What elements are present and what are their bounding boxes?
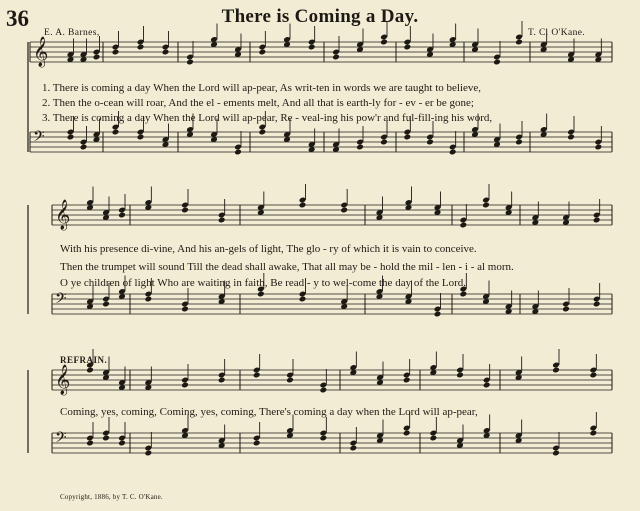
note-head (380, 139, 388, 146)
note-head (93, 54, 101, 61)
lyric-line-1-verse-3: 3. There is coming a day When the Lord will ap-pear, Re - veal-ing his pow'r and ful-fill-ing his word, (42, 112, 493, 124)
copyright-notice: Copyright, 1886, by T. C. O'Kane. (60, 493, 163, 501)
note-head (567, 134, 575, 141)
note-head (340, 207, 348, 214)
treble-clef-icon: 𝄞 (33, 37, 49, 67)
treble-clef-icon: 𝄞 (55, 365, 71, 395)
note-head (162, 49, 170, 56)
song-title: There is Coming a Day. (221, 6, 419, 27)
page-number: 36 (6, 6, 29, 31)
lyric-line-2-verse-2: Then the trumpet will sound Till the dead shall awake, That all may be - hold the mil - len - i - al morn. (60, 261, 514, 273)
note-head (590, 430, 598, 437)
note-head (493, 59, 501, 66)
note-head (552, 367, 560, 374)
note-head (102, 435, 110, 442)
note-head (181, 382, 189, 389)
treble-clef-icon: 𝄞 (55, 200, 71, 230)
note-head (257, 291, 265, 298)
note-head (515, 39, 523, 46)
note-head (562, 306, 570, 313)
note-head (460, 222, 468, 229)
lyric-line-3-refrain: Coming, yes, coming, Coming, yes, coming, There's coming a day when the Lord will ap-pear, (60, 406, 478, 418)
note-head (320, 387, 328, 394)
note-head (86, 440, 94, 447)
note-head (299, 202, 307, 209)
lyric-line-1-verse-2: 2. Then the o-cean will roar, And the el - ements melt, And all that is earth-ly for - ev - er be gone; (42, 97, 474, 109)
note-head (102, 301, 110, 308)
lyric-line-1-verse-1: 1. There is coming a day When the Lord will ap-pear, As writ-ten in words we are taught to believe, (42, 82, 482, 94)
note-head (286, 377, 294, 384)
note-head (112, 129, 120, 136)
refrain-label: REFRAIN. (60, 355, 108, 365)
note-head (482, 202, 490, 209)
note-head (234, 149, 242, 156)
note-head (449, 149, 457, 156)
note-head (181, 207, 189, 214)
lyric-line-2-verse-3: O ye children of light Who are waiting in faith, Be read - y to wel-come the day of the Lord. (60, 277, 467, 289)
note-head (118, 440, 126, 447)
note-head (137, 44, 145, 51)
note-head (145, 450, 153, 457)
note-head (67, 134, 75, 141)
note-head (380, 39, 388, 46)
note-head (515, 139, 523, 146)
note-head (356, 144, 364, 151)
note-head (299, 296, 307, 303)
note-head (430, 435, 438, 442)
note-head (137, 134, 145, 141)
note-head (403, 430, 411, 437)
note-head (350, 445, 358, 452)
note-head (404, 134, 412, 141)
bass-clef-icon: 𝄢 (55, 429, 67, 450)
note-head (253, 372, 261, 379)
lyricist-credit: E. A. Barnes, (44, 28, 100, 38)
note-head (118, 212, 126, 219)
note-head (145, 296, 153, 303)
note-head (253, 440, 261, 447)
note-head (308, 44, 316, 51)
note-head (80, 144, 88, 151)
note-head (112, 49, 120, 56)
note-head (426, 139, 434, 146)
note-head (259, 129, 267, 136)
note-head (483, 382, 491, 389)
note-head (434, 311, 442, 318)
bass-clef-icon: 𝄢 (55, 290, 67, 311)
note-head (218, 377, 226, 384)
note-head (332, 54, 340, 61)
note-head (552, 450, 560, 457)
note-head (86, 367, 94, 374)
note-head (186, 59, 194, 66)
note-head (259, 49, 267, 56)
note-head (590, 372, 598, 379)
note-head (218, 217, 226, 224)
note-head (595, 144, 603, 151)
note-head (320, 435, 328, 442)
note-head (181, 306, 189, 313)
composer-credit: T. C. O'Kane. (528, 28, 586, 38)
note-head (593, 217, 601, 224)
note-head (593, 301, 601, 308)
bass-clef-icon: 𝄢 (33, 128, 45, 149)
note-head (456, 372, 464, 379)
note-head (404, 44, 412, 51)
note-head (460, 291, 468, 298)
lyric-line-2-verse-1: With his presence di-vine, And his an-gels of light, The glo - ry of which it is vain to conceive. (60, 243, 477, 255)
note-head (403, 377, 411, 384)
